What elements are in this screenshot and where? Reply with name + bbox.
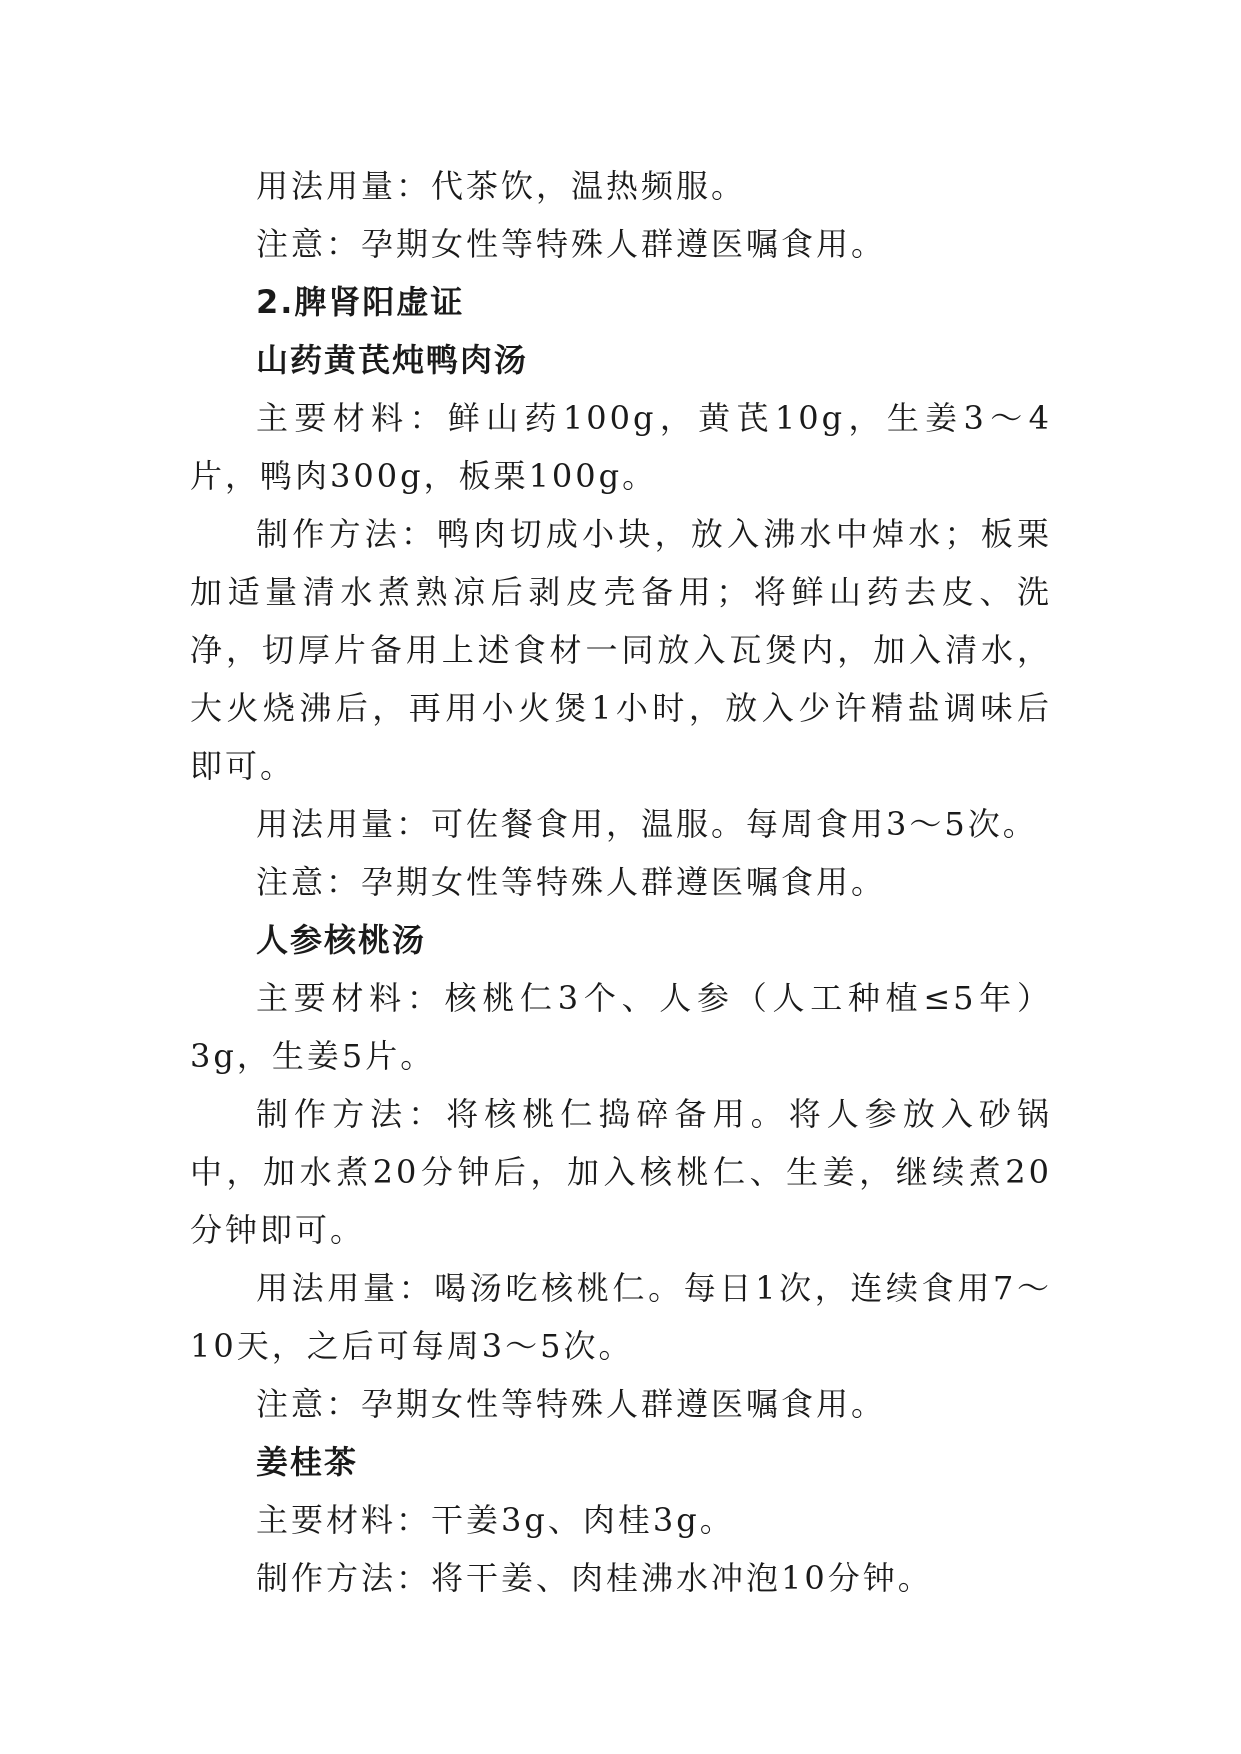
method-paragraph: 制作方法：鸭肉切成小块，放入沸水中焯水；板栗加适量清水煮熟凉后剥皮壳备用；将鲜山药去皮、洗净，切厚片备用上述食材一同放入瓦煲内，加入清水，大火烧沸后，再用小火煲1小时，放入少许精盐调味后即可。	[190, 515, 1052, 785]
section-heading: 2.脾肾阳虚证	[256, 283, 465, 321]
caution-line: 注意：孕期女性等特殊人群遵医嘱食用。	[256, 1385, 887, 1423]
ingredients-paragraph: 主要材料：核桃仁3个、人参（人工种植≤5年）3g，生姜5片。	[190, 979, 1052, 1075]
recipe-title: 人参核桃汤	[256, 921, 427, 959]
document-page	[190, 157, 1052, 1607]
usage-line: 用法用量：可佐餐食用，温服。每周食用3～5次。	[256, 805, 1038, 843]
recipe-title: 姜桂茶	[256, 1443, 359, 1481]
recipe-title: 山药黄芪炖鸭肉汤	[256, 341, 529, 379]
usage-line: 用法用量：代茶饮，温热频服。	[256, 167, 747, 205]
method-paragraph: 制作方法：将核桃仁捣碎备用。将人参放入砂锅中，加水煮20分钟后，加入核桃仁、生姜，继续煮20分钟即可。	[190, 1095, 1052, 1249]
method-line: 制作方法：将干姜、肉桂沸水冲泡10分钟。	[256, 1559, 933, 1597]
caution-line: 注意：孕期女性等特殊人群遵医嘱食用。	[256, 225, 887, 263]
ingredients-paragraph: 主要材料：鲜山药100g，黄芪10g，生姜3～4片，鸭肉300g，板栗100g。	[190, 399, 1052, 495]
caution-line: 注意：孕期女性等特殊人群遵医嘱食用。	[256, 863, 887, 901]
ingredients-line: 主要材料：干姜3g、肉桂3g。	[256, 1501, 735, 1539]
usage-paragraph: 用法用量：喝汤吃核桃仁。每日1次，连续食用7～10天，之后可每周3～5次。	[190, 1269, 1052, 1365]
